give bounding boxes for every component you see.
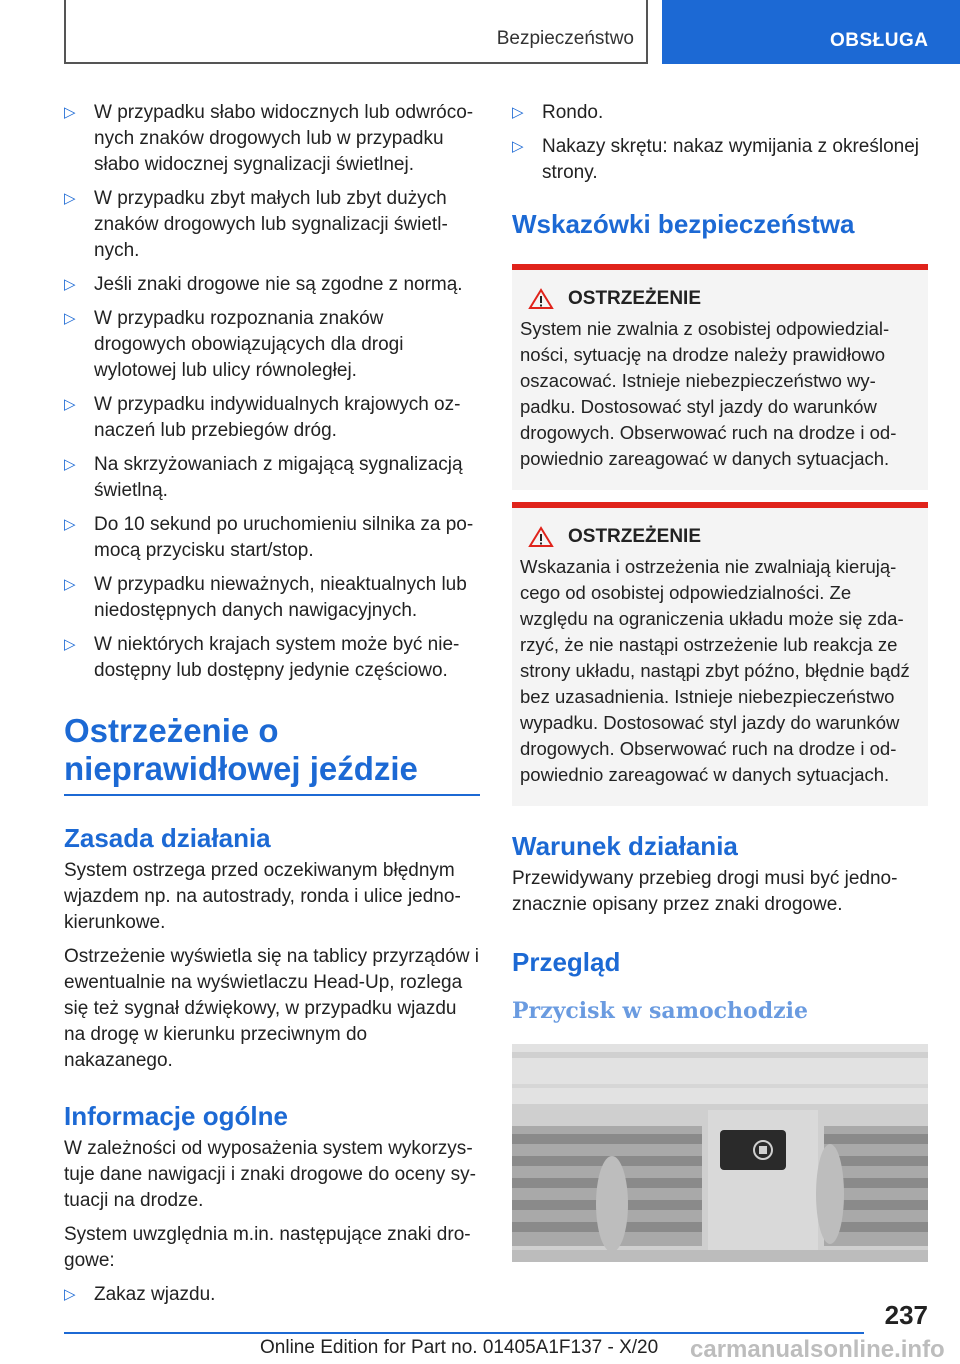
paragraph: Ostrzeżenie wyświetla się na tablicy przyrządów i ewentualnie na wyświetlaczu Head-Up, rozlega się też sygnał dźwiękowy, w przypadku wjazdu na drogę w kierunku przeciwnym do nakazanego. [64,946,479,1071]
triangle-bullet-icon: ▷ [64,276,76,293]
list-item: ▷ Na skrzyżowaniach z migającą sygnalizacją świetlną. [64,454,463,501]
triangle-bullet-icon: ▷ [64,396,76,413]
subheading-button: Przycisk w samochodzie [512,998,808,1024]
footer-divider [64,1332,864,1334]
triangle-bullet-icon: ▷ [64,456,76,473]
list-item: ▷ Jeśli znaki drogowe nie są zgodne z normą. [64,272,480,298]
page-title: Ostrzeżenie o nieprawidłowej jeździe [64,712,480,796]
warning-box [512,264,928,490]
list-item: ▷ W niektórych krajach system może być niedostępny lub dostępny jedynie częściowo. [64,634,460,681]
section-heading-informacje: Informacje ogólne [64,1101,288,1131]
warning-triangle-icon [528,526,554,548]
triangle-bullet-icon: ▷ [64,104,76,121]
car-button-photo [512,1044,928,1262]
list-item: ▷ Rondo. [512,100,928,126]
triangle-bullet-icon: ▷ [64,1286,76,1303]
warning-text: Wskazania i ostrzeżenia nie zwalniają kierującego od osobistej odpowiedzialności. Ze względu na ograniczenia układu może się zdarzyć, że nie nastąpi ostrzeżenie lub reakcja ze strony układu, nastąpi zbyt późno, błędnie bądź bez uzasadnienia. Istnieje niebezpieczeństwo wypadku. Dostosować styl jazdy do warunków drogowych. Obserwować ruch na drodze i odpowiednio zareagować w danych sytuacjach. [520,556,910,785]
left-column [64,100,480,1316]
list-item: ▷ Do 10 sekund po uruchomieniu silnika za pomocą przycisku start/stop. [64,514,474,561]
watermark: carmanualsonline.info [690,1336,945,1363]
warning-label: OSTRZEŻENIE [568,288,702,309]
dashboard-illustration [512,1044,928,1262]
paragraph: System ostrzega przed oczekiwanym błędnym wjazdem np. na autostrady, ronda i ulice jednokierunkowe. [64,860,461,933]
header-section-box [64,0,648,64]
triangle-bullet-icon: ▷ [64,310,76,327]
list-item: ▷ W przypadku słabo widocznych lub odwróconych znaków drogowych lub w przypadku słabo widocznej sygnalizacji świetlnej. [64,102,474,175]
section-heading-zasada: Zasada działania [64,823,271,853]
section-heading-safety: Wskazówki bezpieczeństwa [512,209,855,239]
right-bullet-list [512,100,928,186]
footer-edition: Online Edition for Part no. 01405A1F137 - X/20 [260,1337,659,1358]
triangle-bullet-icon: ▷ [512,138,524,155]
sign-bullet-list [64,1282,480,1308]
triangle-bullet-icon: ▷ [64,636,76,653]
section-heading-warunek: Warunek działania [512,831,738,861]
list-item: ▷ W przypadku zbyt małych lub zbyt dużych znaków drogowych lub sygnalizacji świetlnych. [64,188,448,261]
left-bullet-list [64,100,480,684]
triangle-bullet-icon: ▷ [64,576,76,593]
right-column [512,100,928,1262]
warning-label: OSTRZEŻENIE [568,526,702,547]
warning-text: System nie zwalnia z osobistej odpowiedzialności, sytuację na drodze należy prawidłowo oszacować. Istnieje niebezpieczeństwo wypadku. Dostosować styl jazdy do warunków drogowych. Obserwować ruch na drodze i odpowiednio zareagować w danych sytuacjach. [520,318,897,469]
list-item: ▷ W przypadku indywidualnych krajowych oznaczeń lub przebiegów dróg. [64,394,461,441]
list-item: ▷ W przypadku nieważnych, nieaktualnych lub niedostępnych danych nawigacyjnych. [64,574,467,621]
page-number: 237 [884,1300,928,1330]
triangle-bullet-icon: ▷ [64,516,76,533]
header-section-label: Bezpieczeństwo [496,28,634,49]
triangle-bullet-icon: ▷ [512,104,524,121]
list-item: ▷ Nakazy skrętu: nakaz wymijania z określonej strony. [512,136,919,183]
paragraph: System uwzględnia m.in. następujące znaki drogowe: [64,1224,471,1271]
list-item: ▷ W przypadku rozpoznania znaków drogowych obowiązujących dla drogi wylotowej lub ulicy równoległej. [64,308,404,381]
header-chapter-tab: OBSŁUGA [662,0,960,64]
warning-box [512,502,928,806]
warning-triangle-icon [528,288,554,310]
paragraph: W zależności od wyposażenia system wykorzystuje dane nawigacji i znaki drogowe do oceny sytuacji na drodze. [64,1138,476,1211]
section-heading-przeglad: Przegląd [512,947,621,977]
triangle-bullet-icon: ▷ [64,190,76,207]
list-item: ▷ Zakaz wjazdu. [64,1282,480,1308]
paragraph: Przewidywany przebieg drogi musi być jednoznacznie opisany przez znaki drogowe. [512,868,898,915]
